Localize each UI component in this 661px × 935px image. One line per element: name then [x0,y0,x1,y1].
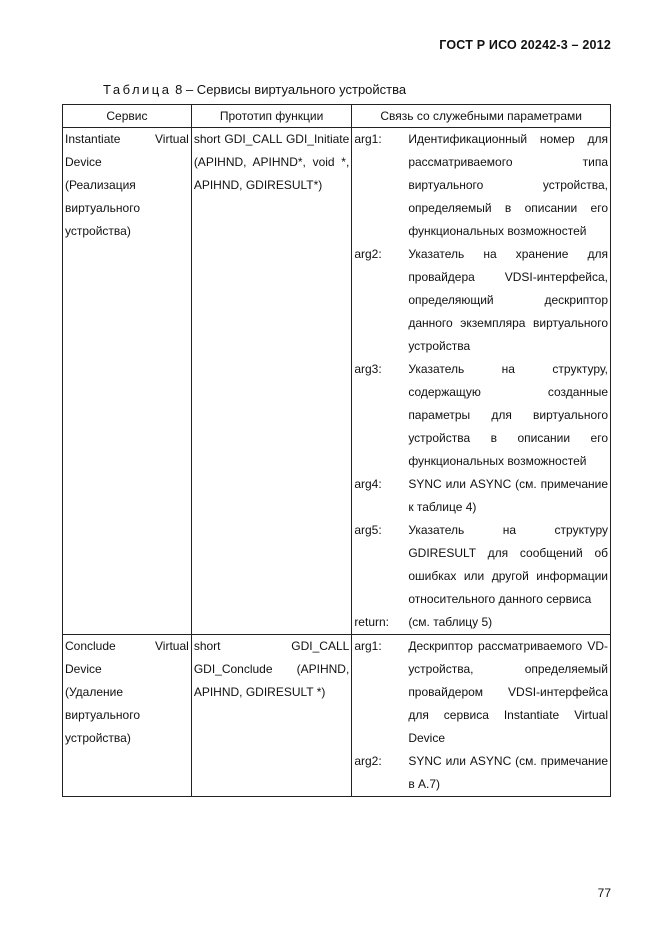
param-description: SYNC или ASYNC (см. примечание к таблице 4) [408,477,608,514]
param-key: return: [354,615,389,629]
services-table [62,104,611,797]
service-name-line: виртуального [65,201,140,215]
param-description: Указатель на структуру, содержащую созданные параметры для виртуального устройства в описании его функциональных возможностей [408,362,608,468]
prototype-cell: short GDI_CALL GDI_Conclude (APIHND, APIHND, GDIRESULT *) [191,635,352,797]
page-number: 77 [597,886,611,900]
prototype-cell: short GDI_CALL GDI_Initiate (APIHND, APIHND*, void *, APIHND, GDIRESULT*) [191,128,352,635]
param-key: arg1: [354,132,382,146]
params-cell [352,635,611,797]
caption-prefix: Таблица [103,82,172,97]
param-entry [354,128,608,243]
service-name-line: Device [65,155,102,169]
param-key: arg3: [354,362,382,376]
caption-title: – Сервисы виртуального устройства [185,82,407,97]
service-name-line: Conclude Virtual [65,639,189,653]
service-name-line: виртуального [65,708,140,722]
param-description: (см. таблицу 5) [408,615,493,629]
column-header-prototype: Прототип функции [191,105,352,128]
param-description: Указатель на структуру GDIRESULT для сообщений об ошибках или другой информации относительного данного сервиса [408,523,608,606]
param-description: Дескриптор рассматриваемого VD-устройства, определяемый провайдером VDSI-интерфейса для сервиса Instantiate Virtual Device [408,639,608,745]
service-name-line: устройства) [65,224,131,238]
param-entry [354,635,608,750]
column-header-params: Связь со служебными параметрами [352,105,611,128]
param-description: Идентификационный номер для рассматриваемого типа виртуального устройства, определяемый в описании его функциональных возможностей [408,132,608,238]
table-header-row [63,105,611,128]
service-name-line: (Удаление [65,685,124,699]
param-entry [354,473,608,519]
param-entry [354,243,608,358]
param-key: arg2: [354,754,382,768]
param-entry [354,358,608,473]
service-name-line: устройства) [65,731,131,745]
table-caption [103,82,406,97]
column-header-service: Сервис [63,105,192,128]
table-row [63,635,611,797]
param-entry [354,750,608,796]
param-description: SYNC или ASYNC (см. примечание в А.7) [408,754,608,791]
param-key: arg4: [354,477,382,491]
service-name-line: (Реализация [65,178,136,192]
param-entry [354,519,608,611]
service-cell [63,635,192,797]
service-name-line: Device [65,662,102,676]
service-cell [63,128,192,635]
caption-number: 8 [175,82,183,97]
params-cell [352,128,611,635]
param-entry [354,611,608,634]
service-name-line: Instantiate Virtual [65,132,189,146]
param-key: arg5: [354,523,382,537]
param-description: Указатель на хранение для провайдера VDSI-интерфейса, определяющий дескриптор данного экземпляра виртуального устройства [408,247,608,353]
table-row [63,128,611,635]
standard-header: ГОСТ Р ИСО 20242-3 – 2012 [439,38,611,52]
param-key: arg2: [354,247,382,261]
param-key: arg1: [354,639,382,653]
